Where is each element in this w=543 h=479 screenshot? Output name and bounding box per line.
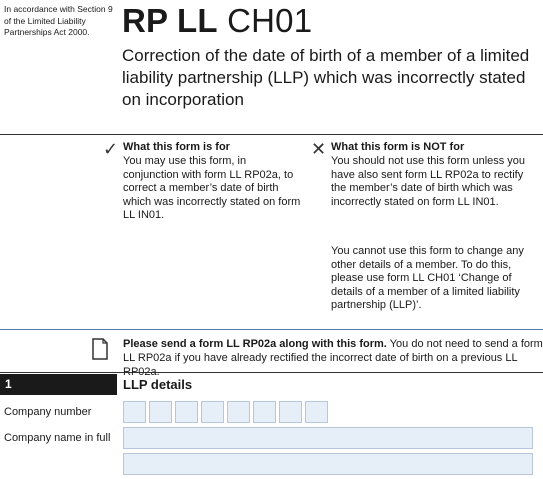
notice-bold: Please send a form LL RP02a along with this form. — [123, 338, 387, 350]
legal-note: In accordance with Section 9 of the Limited Liability Partnerships Act 2000. — [4, 4, 113, 37]
not-for-text: You should not use this form unless you have also sent form LL RP02a to rectify the member’s date of birth which was incorrectly stated on form LL IN01. — [331, 155, 526, 208]
company-name-label: Company name in full — [4, 432, 111, 444]
section-title: LLP details — [123, 377, 193, 392]
company-name-field[interactable] — [123, 427, 533, 449]
form-code-light: CH01 — [227, 2, 313, 39]
notice-text: You do not need to send a form LL RP02a if you have already rectified the incorrect date of birth on a previous LL RP02a. — [123, 338, 543, 378]
document-icon — [92, 338, 108, 360]
not-for-text-2: You cannot use this form to change any other details of a member. To do this, please use form LL CH01 ‘Change of details of a member of a limited liability partnership (LLP)’. — [331, 245, 524, 312]
company-number-digit[interactable] — [253, 401, 276, 423]
section-number: 1 — [5, 377, 12, 391]
form-title: Correction of the date of birth of a member of a limited liability partnership (LLP) which was incorrectly stated on incorporation — [122, 46, 530, 109]
company-number-digit[interactable] — [149, 401, 172, 423]
company-number-digit[interactable] — [201, 401, 224, 423]
what-for-heading: What this form is for — [123, 141, 230, 153]
company-number-digit[interactable] — [175, 401, 198, 423]
section-number-bar — [0, 374, 117, 395]
form-code — [122, 2, 312, 40]
company-name-field-line-2[interactable] — [123, 453, 533, 475]
company-number-digit[interactable] — [279, 401, 302, 423]
tick-icon: ✓ — [103, 139, 119, 159]
form-code-bold: RP LL — [122, 2, 218, 39]
company-number-label: Company number — [4, 406, 92, 418]
company-number-digit[interactable] — [227, 401, 250, 423]
cross-icon: ✕ — [311, 139, 327, 159]
what-for-text: You may use this form, in conjunction with form LL RP02a, to correct a member’s date of birth which was incorrectly stated on form LL IN01. — [123, 155, 301, 222]
company-number-digit[interactable] — [123, 401, 146, 423]
divider — [0, 329, 543, 330]
divider — [0, 372, 543, 373]
divider — [0, 134, 543, 135]
not-for-heading: What this form is NOT for — [331, 141, 465, 153]
company-number-digit[interactable] — [305, 401, 328, 423]
